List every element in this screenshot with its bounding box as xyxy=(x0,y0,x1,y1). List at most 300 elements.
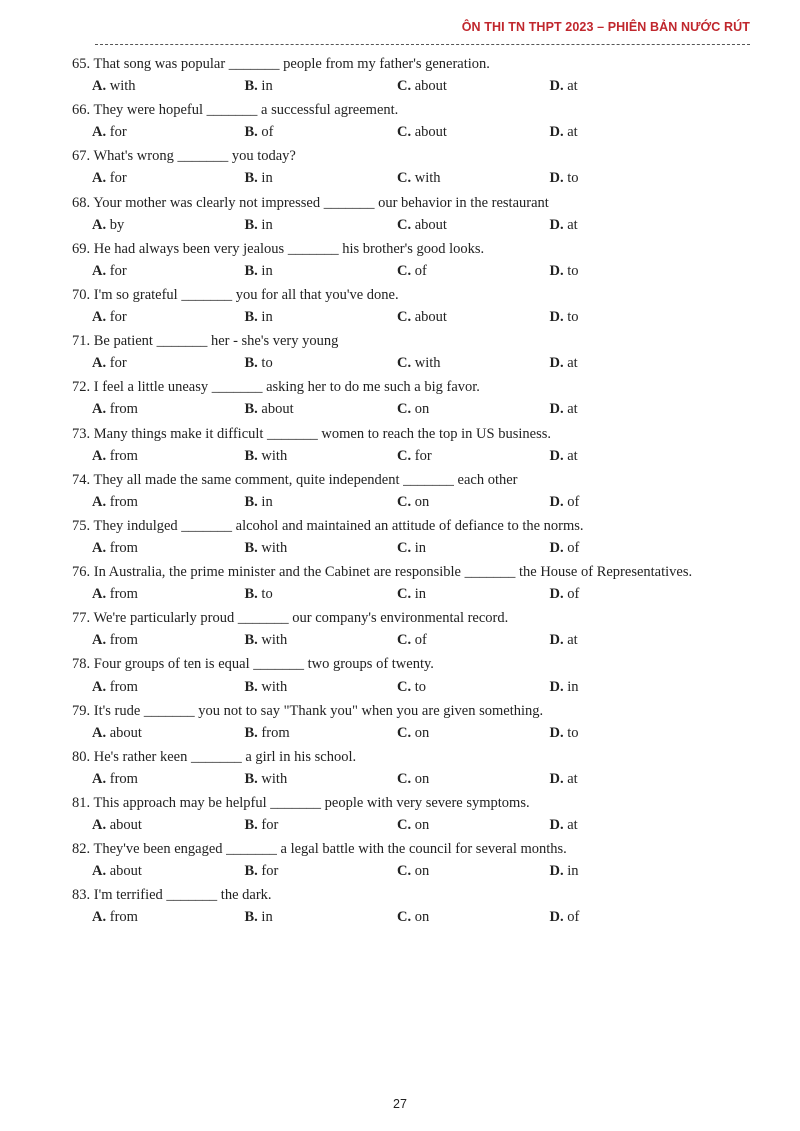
option-text: of xyxy=(414,262,427,279)
option-letter: C. xyxy=(397,770,412,787)
option-letter: B. xyxy=(244,216,258,233)
question-number: 73. xyxy=(72,425,91,442)
answer-option[interactable] xyxy=(92,908,245,926)
question-number: 81. xyxy=(72,795,91,811)
answer-option[interactable] xyxy=(550,493,703,511)
option-text: in xyxy=(261,493,273,510)
answer-option[interactable] xyxy=(550,770,703,788)
question-text: In Australia, the prime minister and the Cabinet are responsible _______ the House of Representatives. xyxy=(93,564,693,581)
option-text: with xyxy=(261,447,288,464)
page-number: 27 xyxy=(393,1097,407,1111)
answer-option[interactable] xyxy=(245,539,398,557)
answer-option[interactable] xyxy=(245,354,398,372)
question-list xyxy=(72,53,751,931)
answer-option[interactable] xyxy=(397,493,550,511)
question-text: They've been engaged _______ a legal battle with the council for several months. xyxy=(93,841,567,858)
option-text: from xyxy=(109,678,138,695)
option-text: about xyxy=(109,724,142,741)
answer-option[interactable] xyxy=(397,816,550,834)
option-letter: C. xyxy=(397,817,412,834)
option-letter: C. xyxy=(397,539,412,556)
answer-option[interactable] xyxy=(245,724,398,742)
question-text: They indulged _______ alcohol and maintained an attitude of defiance to the norms. xyxy=(93,517,584,534)
answer-options xyxy=(72,304,751,330)
answer-option[interactable] xyxy=(245,77,398,95)
answer-option[interactable] xyxy=(550,908,703,926)
answer-option[interactable] xyxy=(397,724,550,742)
option-letter: B. xyxy=(244,817,258,834)
option-letter: D. xyxy=(549,447,564,464)
question-stem xyxy=(72,238,751,258)
answer-option[interactable] xyxy=(397,400,550,418)
answer-option[interactable] xyxy=(245,262,398,280)
option-letter: A. xyxy=(92,678,107,695)
option-letter: B. xyxy=(244,724,258,741)
answer-option[interactable] xyxy=(92,354,245,372)
option-text: for xyxy=(109,309,127,326)
question-item xyxy=(72,700,751,746)
answer-options xyxy=(72,766,751,792)
question-number: 71. xyxy=(72,333,91,350)
option-text: on xyxy=(414,817,430,834)
answer-options xyxy=(72,443,751,469)
question-text: Four groups of ten is equal _______ two groups of twenty. xyxy=(93,656,434,673)
option-letter: B. xyxy=(244,770,258,787)
option-text: in xyxy=(261,78,273,95)
answer-option[interactable] xyxy=(245,400,398,418)
question-text: That song was popular _______ people from my father's generation. xyxy=(93,56,490,72)
answer-option[interactable] xyxy=(92,447,245,465)
question-item xyxy=(72,653,751,699)
question-stem xyxy=(72,284,751,304)
answer-option[interactable] xyxy=(550,447,703,465)
answer-option[interactable] xyxy=(397,354,550,372)
answer-option[interactable] xyxy=(397,862,550,880)
option-text: from xyxy=(109,770,138,787)
answer-options xyxy=(72,858,751,884)
question-text: Many things make it difficult _______ women to reach the top in US business. xyxy=(93,425,551,442)
answer-options xyxy=(72,258,751,284)
question-stem xyxy=(72,746,751,766)
question-item xyxy=(72,792,751,838)
option-text: to xyxy=(261,355,273,372)
question-text: This approach may be helpful _______ people with very severe symptoms. xyxy=(93,795,530,811)
answer-option[interactable] xyxy=(550,169,703,187)
answer-options xyxy=(72,720,751,746)
question-item xyxy=(72,376,751,422)
answer-options xyxy=(72,673,751,699)
answer-option[interactable] xyxy=(397,770,550,788)
option-text: in xyxy=(414,586,427,603)
option-letter: D. xyxy=(549,632,564,649)
option-text: in xyxy=(567,678,579,695)
option-text: at xyxy=(567,817,578,834)
option-letter: A. xyxy=(92,124,107,141)
option-letter: D. xyxy=(549,216,564,233)
option-text: in xyxy=(567,863,579,880)
question-number: 80. xyxy=(72,748,91,765)
header-divider xyxy=(95,44,750,45)
answer-option[interactable] xyxy=(550,123,703,141)
answer-options xyxy=(72,165,751,191)
option-letter: D. xyxy=(549,770,564,787)
option-letter: D. xyxy=(549,817,564,834)
option-text: from xyxy=(109,493,138,510)
question-stem xyxy=(72,330,751,350)
option-text: about xyxy=(414,309,447,326)
answer-option[interactable] xyxy=(397,539,550,557)
option-text: about xyxy=(261,401,294,418)
answer-option[interactable] xyxy=(92,493,245,511)
question-stem xyxy=(72,515,751,535)
option-letter: A. xyxy=(92,770,107,787)
question-item xyxy=(72,99,751,145)
option-text: in xyxy=(261,262,273,279)
option-text: at xyxy=(567,355,578,372)
option-letter: D. xyxy=(549,262,564,279)
option-text: at xyxy=(567,401,578,418)
option-letter: B. xyxy=(244,262,258,279)
option-text: with xyxy=(261,539,288,556)
option-text: to xyxy=(567,170,579,187)
option-letter: A. xyxy=(92,401,107,418)
answer-option[interactable] xyxy=(92,308,245,326)
question-number: 76. xyxy=(72,564,91,581)
question-item xyxy=(72,469,751,515)
answer-options xyxy=(72,212,751,238)
answer-option[interactable] xyxy=(92,862,245,880)
option-text: with xyxy=(261,770,288,787)
option-text: about xyxy=(414,124,447,141)
answer-option[interactable] xyxy=(92,169,245,187)
option-letter: B. xyxy=(244,170,258,187)
answer-option[interactable] xyxy=(245,631,398,649)
question-item xyxy=(72,330,751,376)
question-stem xyxy=(72,700,751,720)
option-text: from xyxy=(109,447,138,464)
question-stem xyxy=(72,423,751,443)
option-letter: C. xyxy=(397,447,412,464)
answer-option[interactable] xyxy=(397,77,550,95)
option-text: to xyxy=(567,309,579,326)
option-text: about xyxy=(109,863,142,880)
option-text: from xyxy=(109,586,138,603)
option-text: of xyxy=(567,493,580,510)
option-text: in xyxy=(261,909,273,926)
question-text: They were hopeful _______ a successful agreement. xyxy=(93,102,399,119)
answer-option[interactable] xyxy=(550,585,703,603)
option-text: about xyxy=(414,216,447,233)
option-letter: C. xyxy=(397,632,412,649)
answer-option[interactable] xyxy=(397,216,550,234)
option-letter: B. xyxy=(244,539,258,556)
option-text: to xyxy=(414,678,427,695)
option-letter: A. xyxy=(92,632,107,649)
answer-options xyxy=(72,396,751,422)
option-text: in xyxy=(261,170,273,187)
answer-option[interactable] xyxy=(397,262,550,280)
option-text: in xyxy=(414,539,427,556)
option-letter: A. xyxy=(92,262,107,279)
answer-option[interactable] xyxy=(397,908,550,926)
question-number: 77. xyxy=(72,610,91,627)
answer-option[interactable] xyxy=(92,631,245,649)
answer-option[interactable] xyxy=(245,816,398,834)
answer-option[interactable] xyxy=(550,354,703,372)
option-text: from xyxy=(109,632,138,649)
answer-option[interactable] xyxy=(92,216,245,234)
option-letter: C. xyxy=(397,678,412,695)
option-text: at xyxy=(567,124,578,141)
answer-option[interactable] xyxy=(397,169,550,187)
option-letter: B. xyxy=(244,632,258,649)
option-letter: D. xyxy=(549,678,564,695)
option-letter: C. xyxy=(397,586,412,603)
answer-option[interactable] xyxy=(92,123,245,141)
question-item xyxy=(72,192,751,238)
question-number: 67. xyxy=(72,148,91,165)
question-stem xyxy=(72,99,751,119)
question-text: I'm terrified _______ the dark. xyxy=(93,887,272,904)
option-letter: A. xyxy=(92,586,107,603)
answer-option[interactable] xyxy=(245,493,398,511)
answer-option[interactable] xyxy=(92,539,245,557)
question-item xyxy=(72,53,751,99)
answer-option[interactable] xyxy=(92,816,245,834)
answer-option[interactable] xyxy=(550,678,703,696)
option-text: for xyxy=(261,817,279,834)
question-number: 83. xyxy=(72,887,91,904)
option-text: at xyxy=(567,770,578,787)
option-letter: B. xyxy=(244,447,258,464)
option-letter: C. xyxy=(397,493,412,510)
question-stem xyxy=(72,53,751,73)
question-item xyxy=(72,884,751,930)
option-letter: B. xyxy=(244,678,258,695)
question-item xyxy=(72,145,751,191)
option-text: to xyxy=(567,262,579,279)
answer-option[interactable] xyxy=(245,908,398,926)
question-number: 82. xyxy=(72,841,91,858)
option-letter: A. xyxy=(92,309,107,326)
option-text: at xyxy=(567,632,578,649)
answer-option[interactable] xyxy=(92,678,245,696)
question-number: 74. xyxy=(72,471,91,488)
option-letter: A. xyxy=(92,863,107,880)
question-text: He's rather keen _______ a girl in his school. xyxy=(93,748,357,765)
answer-option[interactable] xyxy=(550,816,703,834)
answer-option[interactable] xyxy=(92,585,245,603)
answer-option[interactable] xyxy=(245,447,398,465)
option-text: on xyxy=(414,724,430,741)
question-stem xyxy=(72,792,751,812)
option-text: to xyxy=(261,586,273,603)
option-letter: B. xyxy=(244,124,258,141)
option-letter: C. xyxy=(397,170,412,187)
option-letter: A. xyxy=(92,78,107,95)
option-letter: D. xyxy=(549,78,564,95)
option-text: in xyxy=(261,309,273,326)
option-text: with xyxy=(261,678,288,695)
option-text: on xyxy=(414,493,430,510)
question-number: 72. xyxy=(72,379,91,396)
option-text: of xyxy=(567,586,580,603)
question-item xyxy=(72,284,751,330)
question-item xyxy=(72,561,751,607)
answer-option[interactable] xyxy=(397,585,550,603)
option-letter: A. xyxy=(92,170,107,187)
answer-option[interactable] xyxy=(397,678,550,696)
option-letter: B. xyxy=(244,909,258,926)
option-text: with xyxy=(109,78,136,95)
question-text: They all made the same comment, quite independent _______ each other xyxy=(93,471,518,488)
answer-option[interactable] xyxy=(92,724,245,742)
option-text: on xyxy=(414,909,430,926)
option-letter: B. xyxy=(244,78,258,95)
answer-option[interactable] xyxy=(245,308,398,326)
answer-options xyxy=(72,627,751,653)
question-text: Be patient _______ her - she's very young xyxy=(93,333,339,350)
option-text: with xyxy=(261,632,288,649)
answer-option[interactable] xyxy=(92,770,245,788)
option-text: about xyxy=(414,78,447,95)
answer-option[interactable] xyxy=(550,262,703,280)
option-letter: D. xyxy=(549,539,564,556)
option-letter: D. xyxy=(549,493,564,510)
option-letter: D. xyxy=(549,309,564,326)
option-text: of xyxy=(414,632,427,649)
question-stem xyxy=(72,192,751,212)
answer-option[interactable] xyxy=(550,77,703,95)
answer-options xyxy=(72,812,751,838)
option-text: from xyxy=(109,909,138,926)
option-letter: D. xyxy=(549,355,564,372)
question-number: 69. xyxy=(72,240,91,257)
question-text: I'm so grateful _______ you for all that you've done. xyxy=(93,286,399,303)
option-letter: B. xyxy=(244,863,258,880)
option-letter: B. xyxy=(244,401,258,418)
option-letter: B. xyxy=(244,355,258,372)
question-item xyxy=(72,607,751,653)
question-text: I feel a little uneasy _______ asking her to do me such a big favor. xyxy=(93,379,480,396)
option-letter: A. xyxy=(92,493,107,510)
question-stem xyxy=(72,145,751,165)
option-letter: C. xyxy=(397,124,412,141)
option-letter: D. xyxy=(549,401,564,418)
answer-option[interactable] xyxy=(550,539,703,557)
answer-option[interactable] xyxy=(245,678,398,696)
option-letter: C. xyxy=(397,309,412,326)
answer-option[interactable] xyxy=(92,262,245,280)
option-text: for xyxy=(109,262,127,279)
answer-option[interactable] xyxy=(245,770,398,788)
option-letter: D. xyxy=(549,863,564,880)
option-letter: B. xyxy=(244,586,258,603)
answer-option[interactable] xyxy=(550,308,703,326)
option-text: at xyxy=(567,78,578,95)
question-item xyxy=(72,238,751,284)
option-text: for xyxy=(261,863,279,880)
question-stem xyxy=(72,653,751,673)
option-text: of xyxy=(567,539,580,556)
answer-option[interactable] xyxy=(245,169,398,187)
question-stem xyxy=(72,469,751,489)
answer-option[interactable] xyxy=(550,631,703,649)
answer-option[interactable] xyxy=(245,585,398,603)
option-letter: D. xyxy=(549,586,564,603)
option-letter: C. xyxy=(397,863,412,880)
question-item xyxy=(72,746,751,792)
option-letter: A. xyxy=(92,539,107,556)
answer-option[interactable] xyxy=(245,123,398,141)
answer-options xyxy=(72,73,751,99)
option-letter: C. xyxy=(397,262,412,279)
answer-options xyxy=(72,489,751,515)
answer-options xyxy=(72,119,751,145)
answer-option[interactable] xyxy=(397,308,550,326)
answer-option[interactable] xyxy=(397,631,550,649)
question-number: 66. xyxy=(72,102,91,119)
question-stem xyxy=(72,561,751,581)
question-number: 70. xyxy=(72,286,91,303)
answer-option[interactable] xyxy=(245,862,398,880)
option-letter: A. xyxy=(92,724,107,741)
question-text: He had always been very jealous _______ his brother's good looks. xyxy=(93,240,485,257)
option-text: about xyxy=(109,817,142,834)
option-text: on xyxy=(414,401,430,418)
option-letter: A. xyxy=(92,909,107,926)
option-letter: C. xyxy=(397,909,412,926)
option-text: for xyxy=(109,124,127,141)
question-number: 75. xyxy=(72,517,91,534)
answer-option[interactable] xyxy=(397,123,550,141)
question-text: Your mother was clearly not impressed _______ our behavior in the restaurant xyxy=(93,194,549,211)
option-text: at xyxy=(567,447,578,464)
option-letter: D. xyxy=(549,909,564,926)
question-number: 65. xyxy=(72,56,91,72)
answer-option[interactable] xyxy=(92,77,245,95)
question-number: 68. xyxy=(72,194,91,211)
option-text: with xyxy=(414,170,441,187)
answer-option[interactable] xyxy=(550,862,703,880)
answer-option[interactable] xyxy=(245,216,398,234)
answer-options xyxy=(72,350,751,376)
option-text: of xyxy=(261,124,274,141)
option-text: for xyxy=(109,355,127,372)
option-letter: D. xyxy=(549,724,564,741)
question-item xyxy=(72,423,751,469)
option-text: for xyxy=(109,170,127,187)
answer-option[interactable] xyxy=(550,216,703,234)
option-letter: D. xyxy=(549,124,564,141)
question-text: We're particularly proud _______ our company's environmental record. xyxy=(93,610,509,627)
option-letter: A. xyxy=(92,355,107,372)
option-letter: C. xyxy=(397,401,412,418)
answer-option[interactable] xyxy=(397,447,550,465)
option-text: on xyxy=(414,863,430,880)
answer-option[interactable] xyxy=(550,400,703,418)
question-stem xyxy=(72,376,751,396)
option-text: on xyxy=(414,770,430,787)
option-text: to xyxy=(567,724,579,741)
question-text: What's wrong _______ you today? xyxy=(93,148,296,165)
question-item xyxy=(72,515,751,561)
option-text: in xyxy=(261,216,273,233)
option-letter: D. xyxy=(549,170,564,187)
answer-option[interactable] xyxy=(550,724,703,742)
answer-option[interactable] xyxy=(92,400,245,418)
question-text: It's rude _______ you not to say "Thank you" when you are given something. xyxy=(93,702,544,719)
